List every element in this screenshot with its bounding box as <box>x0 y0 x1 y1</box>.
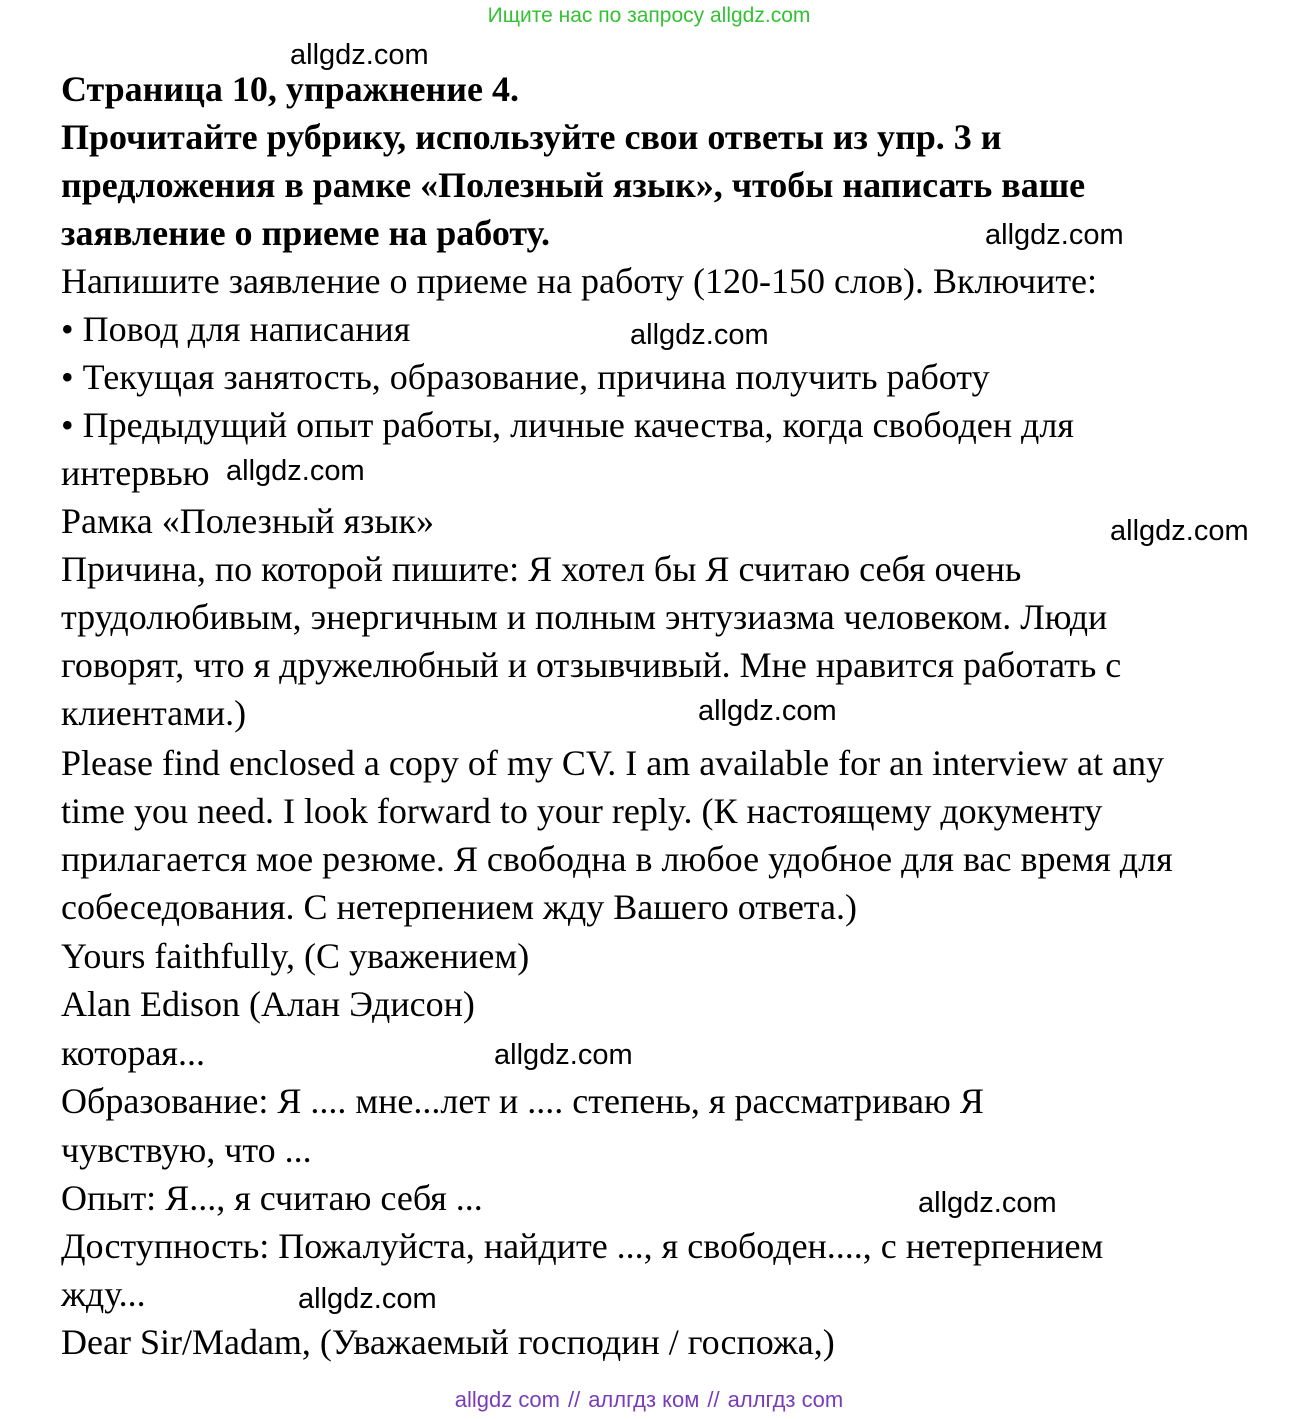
text-line: собеседования. С нетерпением жду Вашего ответа.) <box>61 887 857 927</box>
watermark: allgdz.com <box>290 39 429 71</box>
text-line: интервью <box>61 453 210 493</box>
watermark: allgdz.com <box>985 219 1124 251</box>
page-title: Страница 10, упражнение 4. <box>61 69 519 109</box>
text-line: Рамка «Полезный язык» <box>61 501 435 541</box>
watermark: allgdz.com <box>226 455 365 487</box>
top-banner: Ищите нас по запросу allgdz.com <box>487 4 811 27</box>
text-line: Please find enclosed a copy of my CV. I am available for an interview at any <box>61 743 1164 783</box>
text-line: Образование: Я .... мне...лет и .... степень, я рассматриваю Я <box>61 1081 984 1121</box>
watermark: allgdz.com <box>298 1283 437 1315</box>
bullet-item: • Повод для написания <box>61 309 411 349</box>
text-line: говорят, что я дружелюбный и отзывчивый. Мне нравится работать с <box>61 645 1122 685</box>
text-line: чувствую, что ... <box>61 1130 312 1170</box>
text-line: Yours faithfully, (С уважением) <box>61 936 530 976</box>
text-line: клиентами.) <box>61 693 247 733</box>
task-line: Прочитайте рубрику, используйте свои ответы из упр. 3 и <box>61 117 1002 157</box>
text-line: Dear Sir/Madam, (Уважаемый господин / госпожа,) <box>61 1322 835 1362</box>
footer-separator: // <box>707 1387 720 1412</box>
text-line: Alan Edison (Алан Эдисон) <box>61 984 475 1024</box>
text-line: которая... <box>61 1033 205 1073</box>
footer-part: аллгдз ком <box>588 1387 700 1412</box>
watermark: allgdz.com <box>698 695 837 727</box>
watermark: allgdz.com <box>918 1187 1057 1219</box>
text-line: Доступность: Пожалуйста, найдите ..., я свободен...., с нетерпением <box>61 1226 1104 1266</box>
watermark: allgdz.com <box>1110 515 1249 547</box>
bullet-item: • Текущая занятость, образование, причина получить работу <box>61 357 990 397</box>
task-line: предложения в рамке «Полезный язык», чтобы написать ваше <box>61 165 1086 205</box>
footer-separator: // <box>567 1387 581 1412</box>
text-line: прилагается мое резюме. Я свободна в любое удобное для вас время для <box>61 839 1173 879</box>
task-line: заявление о приеме на работу. <box>61 213 550 253</box>
text-line: Причина, по которой пишите: Я хотел бы Я считаю себя очень <box>61 549 1022 589</box>
watermark: allgdz.com <box>494 1039 633 1071</box>
text-line: жду... <box>61 1274 146 1314</box>
text-line: Напишите заявление о приеме на работу (120-150 слов). Включите: <box>61 261 1098 301</box>
footer-part: аллгдз com <box>727 1387 844 1412</box>
footer-part: allgdz com <box>454 1387 560 1412</box>
text-line: Опыт: Я..., я считаю себя ... <box>61 1178 483 1218</box>
text-line: time you need. I look forward to your reply. (К настоящему документу <box>61 791 1103 831</box>
footer <box>0 1385 1298 1415</box>
watermark: allgdz.com <box>630 319 769 351</box>
text-line: трудолюбивым, энергичным и полным энтузиазма человеком. Люди <box>61 597 1108 637</box>
bullet-item: • Предыдущий опыт работы, личные качества, когда свободен для <box>61 405 1074 445</box>
